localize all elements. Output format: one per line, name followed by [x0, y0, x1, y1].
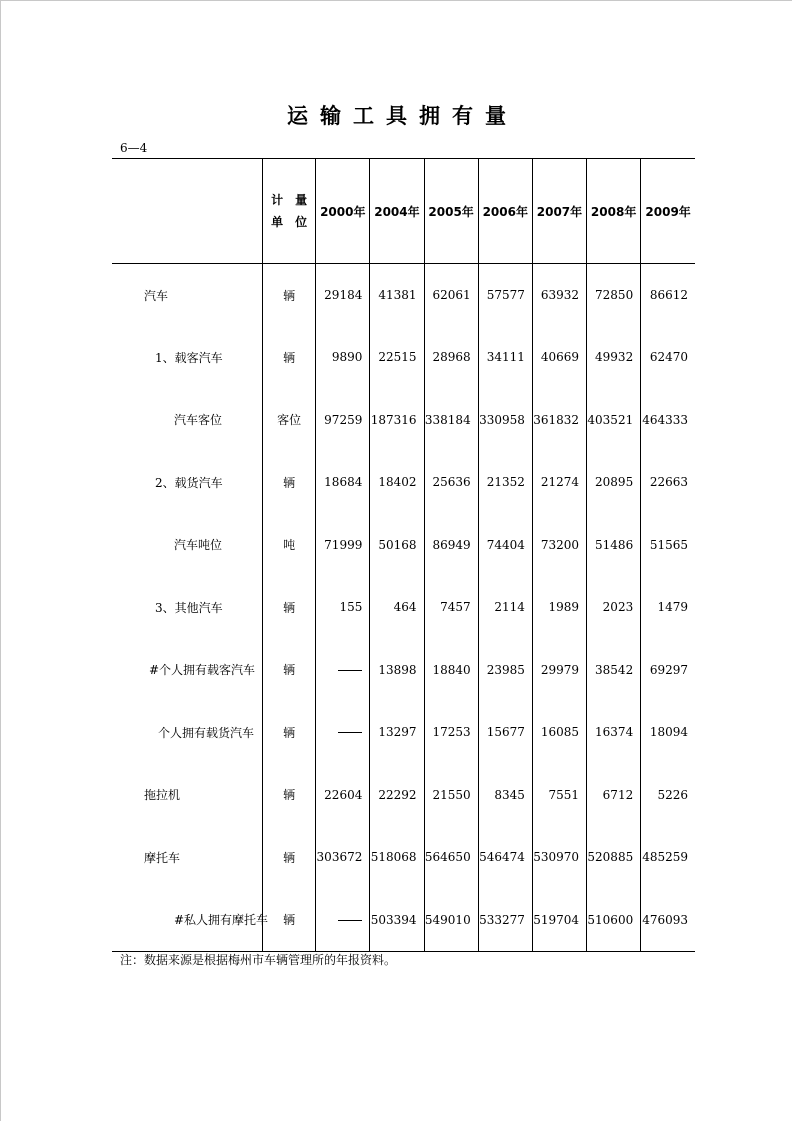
value-cell: 51486 [587, 514, 641, 577]
value-cell: 22515 [370, 326, 424, 389]
value-cell: 5226 [641, 764, 695, 827]
dash-mark [338, 732, 362, 733]
row-unit: 辆 [263, 701, 316, 764]
table-row [112, 826, 695, 889]
header-unit [263, 159, 316, 264]
value-cell: 50168 [370, 514, 424, 577]
row-item-label: #私人拥有摩托车 [112, 889, 263, 952]
table-row [112, 389, 695, 452]
value-cell: 7551 [532, 764, 586, 827]
value-cell: 546474 [478, 826, 532, 889]
value-cell: 520885 [587, 826, 641, 889]
value-cell: 16085 [532, 701, 586, 764]
value-cell: 187316 [370, 389, 424, 452]
value-cell: 1989 [532, 576, 586, 639]
value-cell: 510600 [587, 889, 641, 952]
page-title: 运输工具拥有量 [287, 104, 518, 128]
row-item-label: 汽车吨位 [174, 538, 223, 553]
row-unit: 吨 [263, 514, 316, 577]
value-cell: 29184 [316, 264, 370, 327]
header-item-cell [112, 159, 263, 264]
value-cell: 476093 [641, 889, 695, 952]
value-cell: 22604 [316, 764, 370, 827]
row-item-label: 拖拉机 [144, 788, 181, 803]
row-item-label: #个人拥有载客汽车 [149, 663, 256, 678]
value-cell: 97259 [316, 389, 370, 452]
row-item-label: 3、其他汽车 [155, 600, 223, 615]
value-cell: 361832 [532, 389, 586, 452]
table-row [112, 639, 695, 702]
table-row [112, 264, 695, 327]
value-cell: 63932 [532, 264, 586, 327]
value-cell: 13898 [370, 639, 424, 702]
value-cell: 22663 [641, 451, 695, 514]
value-cell: 22292 [370, 764, 424, 827]
value-cell: 18094 [641, 701, 695, 764]
value-cell: 28968 [424, 326, 478, 389]
value-cell: 20895 [587, 451, 641, 514]
value-cell: 17253 [424, 701, 478, 764]
header-row [112, 159, 695, 264]
value-cell: 9890 [316, 326, 370, 389]
value-cell: 74404 [478, 514, 532, 577]
value-cell: 518068 [370, 826, 424, 889]
row-item-label: 汽车客位 [174, 413, 223, 428]
value-cell: 29979 [532, 639, 586, 702]
value-cell: 21352 [478, 451, 532, 514]
value-cell: 16374 [587, 701, 641, 764]
row-unit: 辆 [263, 576, 316, 639]
row-unit: 辆 [263, 826, 316, 889]
header-year: 2005年 [424, 159, 478, 264]
value-cell: 2023 [587, 576, 641, 639]
value-cell: 155 [316, 576, 370, 639]
value-cell: 62061 [424, 264, 478, 327]
value-cell: 40669 [532, 326, 586, 389]
value-cell: 533277 [478, 889, 532, 952]
header-unit-line1: 计 量 [271, 193, 308, 207]
row-unit: 辆 [263, 639, 316, 702]
value-cell: 18840 [424, 639, 478, 702]
value-cell: 86612 [641, 264, 695, 327]
row-unit: 辆 [263, 451, 316, 514]
empty-dash-cell [316, 701, 370, 764]
value-cell: 73200 [532, 514, 586, 577]
value-cell: 18684 [316, 451, 370, 514]
value-cell: 8345 [478, 764, 532, 827]
value-cell: 6712 [587, 764, 641, 827]
header-year: 2000年 [316, 159, 370, 264]
table-number: 6—4 [120, 141, 148, 155]
value-cell: 564650 [424, 826, 478, 889]
empty-dash-cell [316, 639, 370, 702]
value-cell: 519704 [532, 889, 586, 952]
value-cell: 15677 [478, 701, 532, 764]
value-cell: 13297 [370, 701, 424, 764]
value-cell: 503394 [370, 889, 424, 952]
row-unit: 辆 [263, 889, 316, 952]
footnote: 注：数据来源是根据梅州市车辆管理所的年报资料。 [120, 953, 397, 967]
table-row [112, 451, 695, 514]
value-cell: 485259 [641, 826, 695, 889]
value-cell: 69297 [641, 639, 695, 702]
value-cell: 338184 [424, 389, 478, 452]
row-unit: 辆 [263, 264, 316, 327]
header-unit-line2: 单 位 [271, 215, 308, 229]
value-cell: 49932 [587, 326, 641, 389]
table-row [112, 576, 695, 639]
value-cell: 7457 [424, 576, 478, 639]
table-row [112, 701, 695, 764]
header-year: 2008年 [587, 159, 641, 264]
value-cell: 57577 [478, 264, 532, 327]
row-unit: 客位 [263, 389, 316, 452]
table-row [112, 326, 695, 389]
value-cell: 21274 [532, 451, 586, 514]
value-cell: 51565 [641, 514, 695, 577]
value-cell: 18402 [370, 451, 424, 514]
table-row [112, 514, 695, 577]
value-cell: 303672 [316, 826, 370, 889]
header-year: 2007年 [532, 159, 586, 264]
row-unit: 辆 [263, 326, 316, 389]
transport-vehicles-table [112, 158, 695, 952]
empty-dash-cell [316, 889, 370, 952]
value-cell: 62470 [641, 326, 695, 389]
value-cell: 403521 [587, 389, 641, 452]
row-item-label: 2、载货汽车 [155, 475, 223, 490]
header-year: 2004年 [370, 159, 424, 264]
value-cell: 530970 [532, 826, 586, 889]
value-cell: 41381 [370, 264, 424, 327]
value-cell: 34111 [478, 326, 532, 389]
row-unit: 辆 [263, 764, 316, 827]
table-row [112, 889, 695, 952]
row-item-label: 个人拥有载货汽车 [158, 725, 255, 740]
row-item-label: 摩托车 [144, 850, 181, 865]
value-cell: 1479 [641, 576, 695, 639]
value-cell: 464333 [641, 389, 695, 452]
value-cell: 464 [370, 576, 424, 639]
header-year: 2006年 [478, 159, 532, 264]
dash-mark [338, 920, 362, 921]
value-cell: 21550 [424, 764, 478, 827]
value-cell: 86949 [424, 514, 478, 577]
value-cell: 23985 [478, 639, 532, 702]
value-cell: 2114 [478, 576, 532, 639]
table-row [112, 764, 695, 827]
value-cell: 25636 [424, 451, 478, 514]
value-cell: 72850 [587, 264, 641, 327]
value-cell: 38542 [587, 639, 641, 702]
dash-mark [338, 670, 362, 671]
header-year: 2009年 [641, 159, 695, 264]
value-cell: 71999 [316, 514, 370, 577]
row-item-label: 汽车 [144, 288, 169, 303]
row-item-label: 1、载客汽车 [155, 350, 223, 365]
value-cell: 330958 [478, 389, 532, 452]
value-cell: 549010 [424, 889, 478, 952]
